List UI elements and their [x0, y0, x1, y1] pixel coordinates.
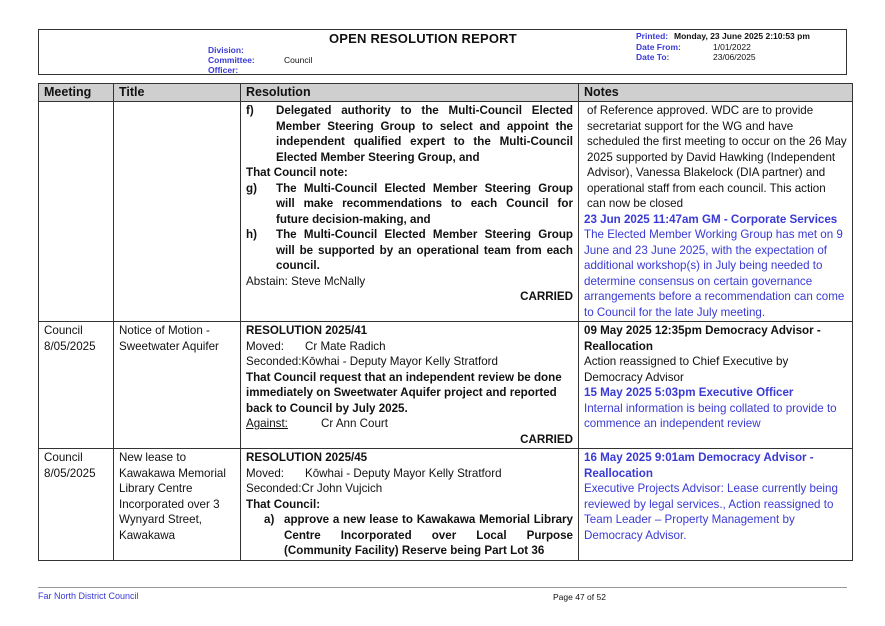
report-header — [38, 29, 847, 75]
resolution-number: RESOLUTION 2025/45 — [246, 451, 368, 464]
footer-divider — [38, 587, 847, 588]
date-to-label: Date To: — [636, 52, 670, 62]
note-heading: 09 May 2025 12:35pm Democracy Advisor - Reallocation — [584, 324, 821, 353]
carried-status: CARRIED — [520, 432, 573, 446]
note-heading: 16 May 2025 9:01am Democracy Advisor - Reallocation — [584, 451, 814, 480]
seconded-line: Seconded: Kōwhai - Deputy Mayor Kelly Stratford — [246, 355, 498, 368]
division-label: Division: — [208, 45, 244, 55]
col-title: Title — [114, 84, 241, 102]
note-heading: 15 May 2025 5:03pm Executive Officer — [584, 386, 794, 399]
note-text: The Elected Member Working Group has met on 9 June and 23 June 2025, with the expectation of additional workshop(s) in July being needed to determine consensus on certain governance arrangements before a recommendation can come to Council for the late July meeting. — [584, 228, 845, 319]
committee-label: Committee: — [208, 55, 255, 65]
note-heading: 23 Jun 2025 11:47am GM - Corporate Services — [584, 212, 838, 226]
resolutions-table — [38, 83, 853, 561]
seconded-line: Seconded: Cr John Vujcich — [246, 482, 383, 495]
table-row — [39, 322, 853, 449]
resolution-item: h) The Multi-Council Elected Member Steering Group will be supported by an operational team from each council. — [246, 228, 573, 272]
page-number: Page 47 of 52 — [553, 592, 606, 602]
officer-label: Officer: — [208, 65, 239, 75]
against-line: Against: Cr Ann Court — [246, 417, 389, 430]
date-to-value: 23/06/2025 — [713, 52, 756, 62]
council-heading: That Council: — [246, 497, 321, 511]
abstain-text: Abstain: Steve McNally — [246, 274, 366, 288]
resolution-item: a) approve a new lease to Kawakawa Memorial Library Centre Incorporated over Local Purpose (Community Facility) Reserve being Part Lot 36 — [264, 513, 573, 557]
committee-value: Council — [284, 55, 313, 65]
meeting-cell: Council 8/05/2025 — [39, 322, 114, 449]
title-cell: Notice of Motion - Sweetwater Aquifer — [114, 322, 241, 449]
title-cell: New lease to Kawakawa Memorial Library Centre Incorporated over 3 Wynyard Street, Kawakawa — [114, 449, 241, 561]
table-row — [39, 449, 853, 561]
resolution-item: f) Delegated authority to the Multi-Council Elected Member Steering Group to select and appoint the independent qualified expert to the Multi-Council Elected Member Steering Group, and — [246, 104, 573, 164]
title-cell — [114, 102, 241, 322]
resolution-item: g) The Multi-Council Elected Member Steering Group will make recommendations to each Council for future decision-making, and — [246, 181, 573, 226]
meeting-cell: Council 8/05/2025 — [39, 449, 114, 561]
date-from-label: Date From: — [636, 41, 681, 52]
notes-cell — [579, 449, 853, 561]
printed-value: Monday, 23 June 2025 2:10:53 pm — [674, 31, 810, 41]
resolution-cell — [241, 102, 579, 322]
notes-cell — [579, 322, 853, 449]
note-text: Action reassigned to Chief Executive by Democracy Advisor — [584, 355, 789, 384]
date-from-value: 1/01/2022 — [713, 41, 751, 52]
col-notes: Notes — [579, 84, 853, 102]
header-filter-labels — [208, 45, 255, 75]
meeting-cell — [39, 102, 114, 322]
note-text: Executive Projects Advisor: Lease currently being reviewed by legal services., Action reassigned to Team Leader – Property Management by Democracy Advisor. — [584, 482, 838, 542]
footer-organisation: Far North District Council — [38, 591, 139, 601]
moved-line: Moved: Cr Mate Radich — [246, 339, 386, 353]
council-note-heading: That Council note: — [246, 166, 348, 179]
resolution-cell — [241, 322, 579, 449]
moved-line: Moved: Kōwhai - Deputy Mayor Kelly Stratford — [246, 466, 502, 480]
resolution-number: RESOLUTION 2025/41 — [246, 324, 368, 337]
table-row — [39, 102, 853, 322]
notes-cell — [579, 102, 853, 322]
printed-label: Printed: — [636, 31, 669, 41]
resolution-text: That Council request that an independent review be done immediately on Sweetwater Aquifer project and reported back to Council by July 2025. — [246, 370, 562, 415]
table-header-row — [39, 84, 853, 102]
col-resolution: Resolution — [241, 84, 579, 102]
resolution-cell — [241, 449, 579, 561]
note-text: of Reference approved. WDC are to provide secretariat support for the WG and have scheduled the first meeting to occur on the 26 May 2025 supported by David Hawking (Independent Advisor), Vanessa Blakelock (DIA partner) and operational staff from each council. This action can now be closed — [587, 104, 847, 210]
col-meeting: Meeting — [39, 84, 114, 102]
note-text: Internal information is being collated to provide to commence an independent review — [584, 401, 837, 430]
carried-status: CARRIED — [520, 290, 573, 303]
report-title: OPEN RESOLUTION REPORT — [329, 31, 517, 46]
